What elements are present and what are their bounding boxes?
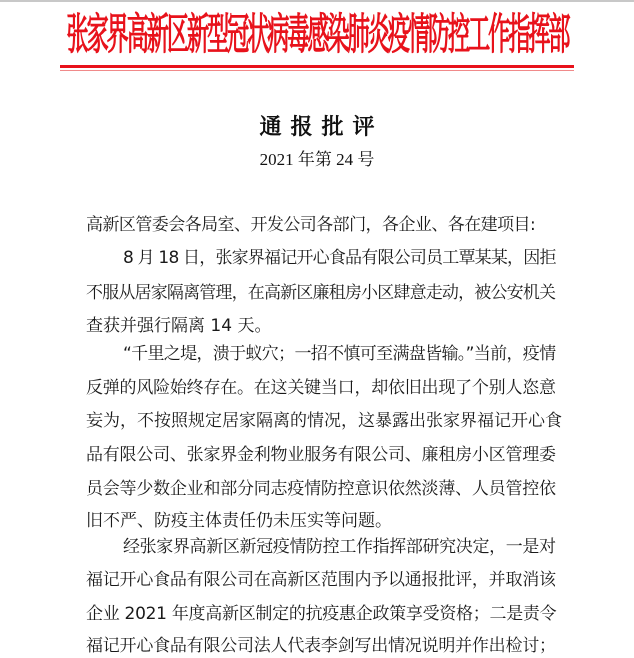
page-top-border: [0, 0, 634, 2]
masthead-title: 张家界高新区新型冠状病毒感染肺炎疫情防控工作指挥部: [66, 8, 569, 60]
paragraph-2-line-4: 品有限公司、张家界金利物业服务有限公司、廉租房小区管理委: [86, 445, 556, 465]
document-title: 通报批评: [259, 114, 384, 140]
document-number: 2021 年第 24 号: [259, 150, 375, 169]
paragraph-3-line-4: 福记开心食品有限公司法人代表李剑写出情况说明并作出检讨；: [86, 636, 556, 656]
paragraph-1-line-2: 不服从居家隔离管理，在高新区廉租房小区肆意走动，被公安机关: [86, 283, 556, 303]
paragraph-2-line-5: 员会等少数企业和部分同志疫情防控意识依然淡薄、人员管控依: [86, 479, 556, 499]
masthead: [60, 8, 574, 60]
paragraph-3-line-3: 企业 2021 年度高新区制定的抗疫惠企政策享受资格；二是责令: [86, 604, 557, 624]
paragraph-2-line-3: 妄为，不按照规定居家隔离的情况，这暴露出张家界福记开心食: [86, 411, 562, 431]
paragraph-3-line-1: 经张家界高新区新冠疫情防控工作指挥部研究决定，一是对: [123, 537, 556, 557]
addressee-line: 高新区管委会各局室、开发公司各部门，各企业、各在建项目:: [86, 215, 536, 235]
paragraph-2-line-6: 旧不严、防疫主体责任仍未压实等问题。: [86, 511, 392, 531]
paragraph-1-line-1: 8 月 18 日，张家界福记开心食品有限公司员工覃某某，因拒: [123, 248, 556, 268]
paragraph-1-line-3: 查获并强行隔离 14 天。: [86, 316, 272, 336]
paragraph-2-line-1: “千里之堤，溃于蚁穴；一招不慎可至满盘皆输。”当前，疫情: [123, 344, 556, 364]
masthead-rule-thick: [60, 65, 574, 68]
paragraph-2-line-2: 反弹的风险始终存在。在这关键当口，却依旧出现了个别人恣意: [86, 378, 556, 398]
masthead-rule-thin: [60, 70, 574, 71]
paragraph-3-line-2: 福记开心食品有限公司在高新区范围内予以通报批评，并取消该: [86, 570, 556, 590]
